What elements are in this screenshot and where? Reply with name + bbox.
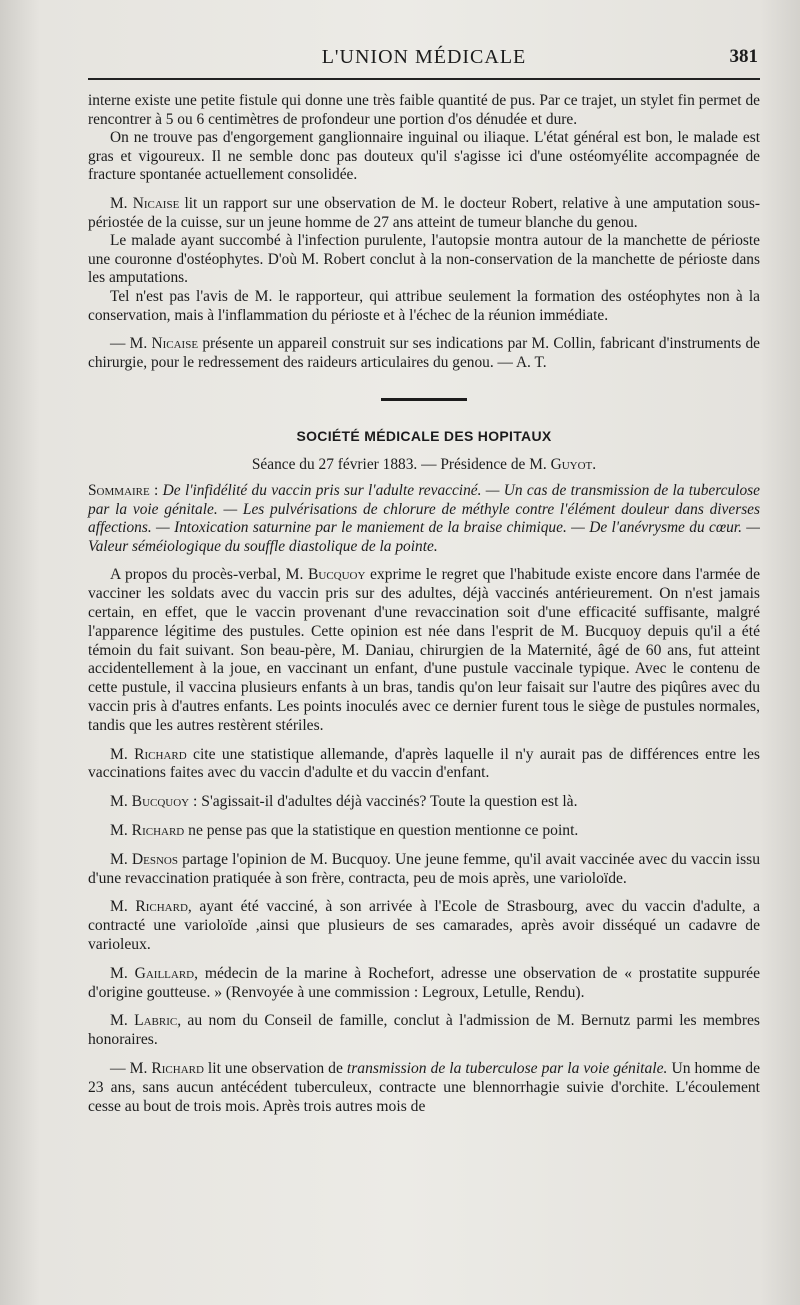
prefix: M. [110,898,136,916]
discussion-paragraph [88,898,760,954]
paragraph-nicaise-report [88,195,760,232]
prefix: M. [110,822,132,840]
paragraph-nicaise-apparatus [88,335,760,372]
page-header [88,44,760,80]
president-name: Guyot [550,455,593,473]
speaker-name: M. Nicaise [110,194,180,212]
speaker-name: Bucquoy [307,566,366,584]
speaker-name: Richard [135,898,188,916]
prefix: M. [110,1012,135,1030]
speaker-name: Richard [134,745,187,763]
paragraph-text: , ayant été vacciné, à son arrivée à l'Ecole de Strasbourg, avec du vaccin d'adulte, a contracté une varioloïde ,ainsi que plusieurs de ses camarades, après avoir disséqué un cadavre de varioleux. [88,898,760,954]
discussion-paragraph-last [88,1060,760,1116]
speaker-name: Labric [134,1012,178,1030]
summary [88,482,760,556]
discussion [88,566,760,1116]
discussion-paragraph [88,822,760,841]
speaker-name: Bucquoy [131,793,190,811]
paragraph-text: lit un rapport sur une observation de M. le docteur Robert, relative à une amputation sous-périostée de la cuisse, sur un jeune homme de 27 ans atteint de tumeur blanche du genou. [88,194,760,231]
paragraph: interne existe une petite fistule qui donne une très faible quantité de pus. Par ce trajet, un stylet fin permet de rencontrer à 5 ou 6 centimètres de profondeur une portion d'os dénudée et dure. [88,92,760,128]
prefix: M. [110,850,132,868]
paragraph-text: : S'agissait-il d'adultes déjà vaccinés? Toute la question est là. [189,793,578,811]
discussion-paragraph [88,566,760,735]
italic-title: transmission de la tuberculose par la voie génitale. [346,1060,668,1077]
page-number: 381 [729,46,758,67]
paragraph-text: , médecin de la marine à Rochefort, adresse une observation de « prostatite suppurée d'origine goutteuse. » (Renvoyée à une commission : Legroux, Letulle, Rendu). [88,964,760,1001]
prefix: — M. [110,335,152,353]
speaker-name: Gaillard [134,964,195,982]
discussion-paragraph [88,965,760,1003]
paragraph-text: présente un appareil construit sur ses indications par M. Collin, fabricant d'instruments de chirurgie, pour le redressement des raideurs articulaires du genou. — A. T. [88,335,761,371]
summary-label: Sommaire [88,482,150,500]
paragraph-text: , au nom du Conseil de famille, conclut à l'admission de M. Bernutz parmi les membres honoraires. [88,1012,760,1049]
section-title: SOCIÉTÉ MÉDICALE DES HOPITAUX [296,427,552,444]
session-end: . [592,455,597,473]
discussion-paragraph [88,793,760,812]
speaker-name: Richard [131,822,185,840]
discussion-paragraph [88,746,760,784]
paragraph-text: Un homme de 23 ans, sans aucun antécédent tuberculeux, contracte une blennorrhagie suivie d'orchite. L'écoulement cesse au bout de trois mois. Après trois autres mois de [88,1060,760,1115]
paragraph: On ne trouve pas d'engorgement ganglionnaire inguinal ou iliaque. L'état général est bon, le malade est gras et vigoureux. Il ne semble donc pas douteux qu'il s'agisse ici d'une ostéomyélite accompagnée de fracture spontanée actuellement consolidée. [88,129,760,184]
paragraph: Le malade ayant succombé à l'infection purulente, l'autopsie montra autour de la manchette de périoste une couronne d'ostéophytes. D'où M. Robert conclut à la non-conservation de la manchette de périoste dans les amputations. [88,232,760,287]
summary-text: De l'infidélité du vaccin pris sur l'adulte revacciné. — Un cas de transmission de la tuberculose par la voie génitale. — Les pulvérisations de chlorure de méthyle contre l'élément douleur dans diverses affections. — Intoxication saturnine par le maniement de la braise chimique. — De l'anévrysme du cœur. — Valeur séméiologique du souffle diastolique de la pointe. [88,482,760,555]
summary-sep: : [149,482,163,500]
speaker-name: Desnos [131,850,178,868]
paragraph-text: exprime le regret que l'habitude existe encore dans l'armée de vacciner les soldats avec du vaccin pris sur des adultes, déjà vaccinés antérieurement. On n'est jamais certain, en effet, que le vaccin provenant d'une revaccination soit d'une efficacité suffisante, malgré l'apparence légitime des pustules. Cette opinion est née dans l'esprit de M. Bucquoy depuis qu'il a été témoin du fait suivant. Son beau-père, M. Daniau, chirurgien de la Maternité, âgé de 60 ans, fut atteint accidentellement à la joue, en vaccinant un enfant, d'une pustule vaccinale typique. Avec le contenu de cette pustule, il vaccina plusieurs enfants à un bras, tandis qu'on leur faisait sur l'autre des piqûres avec du vaccin pris à d'autres enfants. Les points inoculés avec ce dernier furent tous le siège de pustules normales, tandis que les autres restèrent stériles. [88,566,760,734]
paragraph-text: partage l'opinion de M. Bucquoy. Une jeune femme, qu'il avait vaccinée avec du vaccin issu d'une revaccination pratiquée à son frère, contracta, peu de mois après, une varioloïde. [88,850,761,887]
session-line [88,456,760,475]
paragraph: Tel n'est pas l'avis de M. le rapporteur, qui attribue seulement la formation des ostéophytes non à la conservation, mais à l'inflammation du périoste et à l'échec de la réunion immédiate. [88,287,760,324]
speaker-name: Nicaise [151,335,199,353]
paragraph-text: ne pense pas que la statistique en question mentionne ce point. [184,822,579,840]
discussion-paragraph [88,851,760,889]
prefix: — M. [110,1060,152,1077]
prefix: A propos du procès-verbal, M. [110,566,308,584]
session-text: Séance du 27 février 1883. — Présidence de M. [251,455,551,473]
prefix: M. [110,964,135,982]
section-divider [88,388,760,407]
article-body [88,92,760,1116]
paragraph-text: cite une statistique allemande, d'après laquelle il n'y aurait pas de différences entre les vaccinations faites avec du vaccin d'adulte et du vaccin d'enfant. [88,745,761,782]
prefix: M. [110,793,132,811]
running-head: L'UNION MÉDICALE [321,46,527,68]
speaker-name: Richard [151,1060,204,1077]
prefix: M. [110,745,135,763]
paragraph-text: lit une observation de [203,1060,347,1077]
discussion-paragraph [88,1012,760,1050]
